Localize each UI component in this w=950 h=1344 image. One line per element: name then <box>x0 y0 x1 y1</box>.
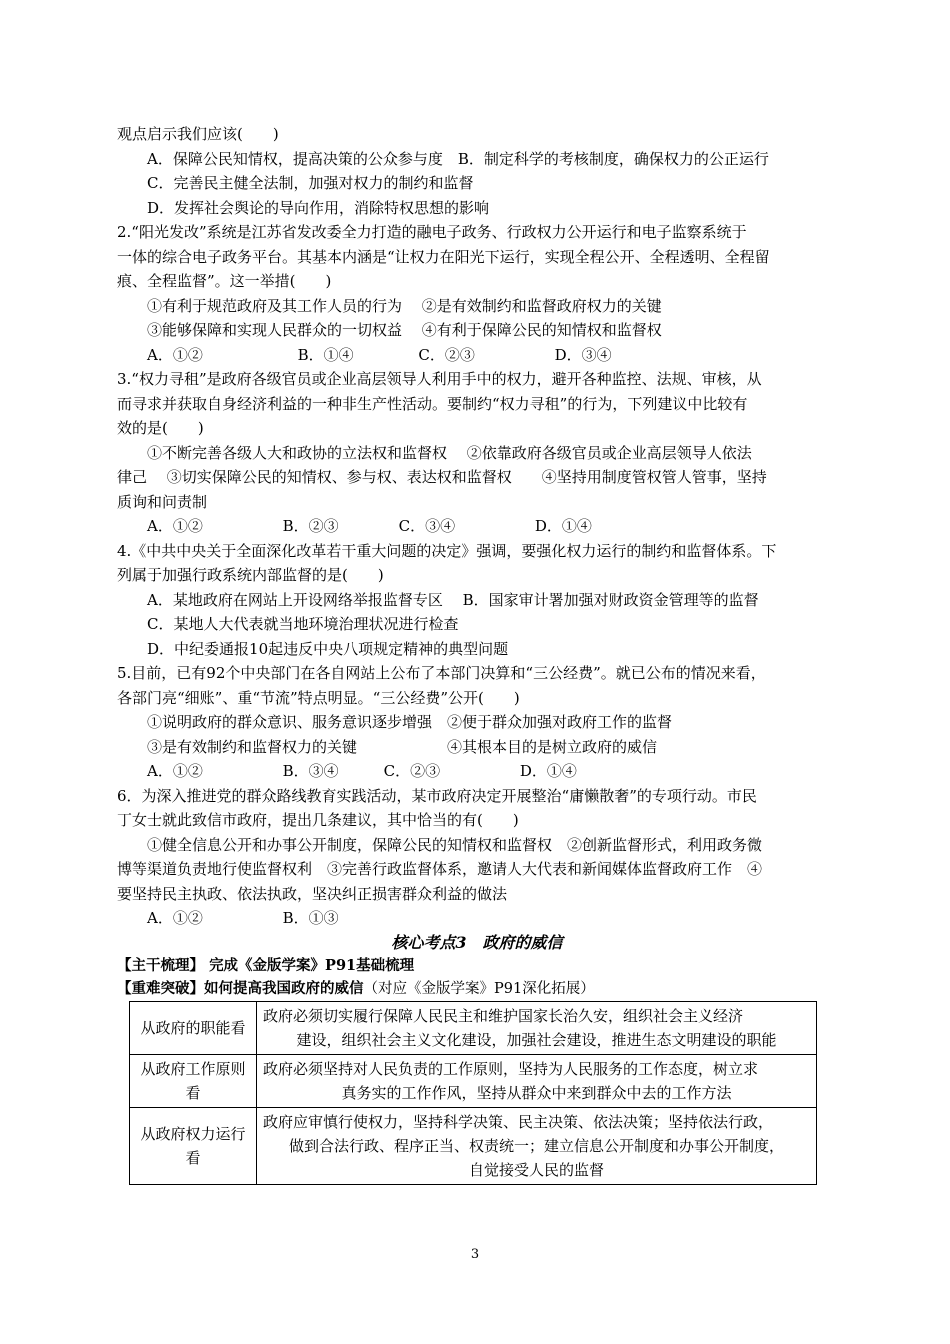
text-line: A．①② B．③④ C．②③ D．①④ <box>147 762 577 780</box>
table-row-key: 从政府工作原则看 <box>130 1054 257 1107</box>
text-line: ③能够保障和实现人民群众的一切权益 ④有利于保障公民的知情权和监督权 <box>147 321 662 339</box>
text-line: 列属于加强行政系统内部监督的是( ) <box>117 566 384 584</box>
main-review-tag: 【主干梳理】 <box>117 956 204 974</box>
table-row <box>130 1054 817 1107</box>
text-line: A．保障公民知情权，提高决策的公众参与度 B．制定科学的考核制度，确保权力的公正运行 <box>147 149 769 168</box>
table-row-value <box>257 1001 817 1054</box>
text-line: 律己 ③切实保障公民的知情权、参与权、表达权和监督权 ④坚持用制度管权管人管事，坚持 <box>117 468 767 486</box>
authority-table <box>129 1001 817 1185</box>
section-title: 核心考点3 政府的威信 <box>391 932 563 952</box>
text-line: 博等渠道负责地行使监督权利 ③完善行政监督体系，邀请人大代表和新闻媒体监督政府工作 ④ <box>117 860 763 878</box>
key-points-text: 如何提高我国政府的威信 <box>204 979 364 997</box>
key-points-line <box>117 977 837 1001</box>
table-row-value <box>257 1107 817 1184</box>
text-line: 痕、全程监督”。这一举措( ) <box>117 272 332 290</box>
text-line: ①有利于规范政府及其工作人员的行为 ②是有效制约和监督政府权力的关键 <box>147 296 662 315</box>
text-line: ①说明政府的群众意识、服务意识逐步增强 ②便于群众加强对政府工作的监督 <box>147 713 673 731</box>
text-line: C．完善民主健全法制，加强对权力的制约和监督 <box>147 174 474 192</box>
text-line: 观点启示我们应该( ) <box>117 125 279 143</box>
text-line: D．中纪委通报10起违反中央八项规定精神的典型问题 <box>147 639 509 658</box>
text-line: 3.“权力寻租”是政府各级官员或企业高层领导人利用手中的权力，避开各种监控、法规、审核，从 <box>117 370 762 388</box>
main-review-line <box>117 954 837 977</box>
document-page <box>117 122 837 1185</box>
page-number: 3 <box>470 1247 480 1262</box>
table-row <box>130 1001 817 1054</box>
text-line: ③是有效制约和监督权力的关键 ④其根本目的是树立政府的威信 <box>147 737 658 756</box>
text-line: 效的是( ) <box>117 419 204 437</box>
table-cell-line: 自觉接受人民的监督 <box>468 1160 604 1179</box>
table-cell-line: 政府必须坚持对人民负责的工作原则，坚持为人民服务的工作态度，树立求 <box>263 1059 759 1078</box>
text-line: 各部门亮“细账”、重“节流”特点明显。“三公经费”公开( ) <box>117 688 520 707</box>
text-line: 5.目前，已有92个中央部门在各自网站上公布了本部门决算和“三公经费”。就已公布的情况来看， <box>117 664 766 682</box>
text-line: A．①② B．②③ C．③④ D．①④ <box>147 517 592 535</box>
text-line: 6．为深入推进党的群众路线教育实践活动，某市政府决定开展整治“庸懒散奢”的专项行动。市民 <box>117 786 757 805</box>
text-line: 4.《中共中央关于全面深化改革若干重大问题的决定》强调，要强化权力运行的制约和监督体系。下 <box>117 541 777 560</box>
table-row-key: 从政府的职能看 <box>130 1001 257 1054</box>
table-row-value <box>257 1054 817 1107</box>
text-line: 2.“阳光发改”系统是江苏省发改委全力打造的融电子政务、行政权力公开运行和电子监察系统于 <box>117 223 747 241</box>
table-cell-line: 建设，组织社会主义文化建设，加强社会建设，推进生态文明建设的职能 <box>296 1030 777 1049</box>
key-points-tag: 【重难突破】 <box>117 979 204 997</box>
text-line: D．发挥社会舆论的导向作用，消除特权思想的影响 <box>147 198 490 217</box>
text-line: 要坚持民主执政、依法执政，坚决纠正损害群众利益的做法 <box>117 884 508 903</box>
key-points-note: （对应《金版学案》P91深化拓展） <box>363 980 595 997</box>
table-row <box>130 1107 817 1184</box>
text-line: C．某地人大代表就当地环境治理状况进行检查 <box>147 615 459 633</box>
text-line: A．①② B．①④ C．②③ D．③④ <box>147 345 612 364</box>
main-review-text: 完成《金版学案》P91基础梳理 <box>209 956 415 974</box>
table-cell-line: 做到合法行政、程序正当、权责统一；建立信息公开制度和办事公开制度， <box>288 1136 784 1155</box>
text-line: ①不断完善各级人大和政协的立法权和监督权 ②依靠政府各级官员或企业高层领导人依法 <box>147 443 752 462</box>
text-line: A．某地政府在网站上开设网络举报监督专区 B．国家审计署加强对财政资金管理等的监督 <box>147 590 759 609</box>
text-line: 而寻求并获取自身经济利益的一种非生产性活动。要制约“权力寻租”的行为，下列建议中比较有 <box>117 394 748 413</box>
text-line: ①健全信息公开和办事公开制度，保障公民的知情权和监督权 ②创新监督形式，利用政务微 <box>147 835 763 854</box>
table-cell-line: 政府必须切实履行保障人民民主和维护国家长治久安，组织社会主义经济 <box>263 1006 744 1025</box>
text-line: A．①② B．①③ <box>147 909 339 927</box>
text-line: 丁女士就此致信市政府，提出几条建议，其中恰当的有( ) <box>117 811 519 829</box>
question-text <box>117 122 837 931</box>
text-line: 一体的综合电子政务平台。其基本内涵是“让权力在阳光下运行，实现全程公开、全程透明、全程留 <box>117 247 770 266</box>
table-cell-line: 政府应审慎行使权力，坚持科学决策、民主决策、依法决策；坚持依法行政， <box>263 1112 774 1131</box>
text-line: 质询和问责制 <box>117 492 208 511</box>
table-cell-line: 真务实的工作作风，坚持从群众中来到群众中去的工作方法 <box>341 1083 732 1102</box>
table-row-key: 从政府权力运行看 <box>130 1107 257 1184</box>
